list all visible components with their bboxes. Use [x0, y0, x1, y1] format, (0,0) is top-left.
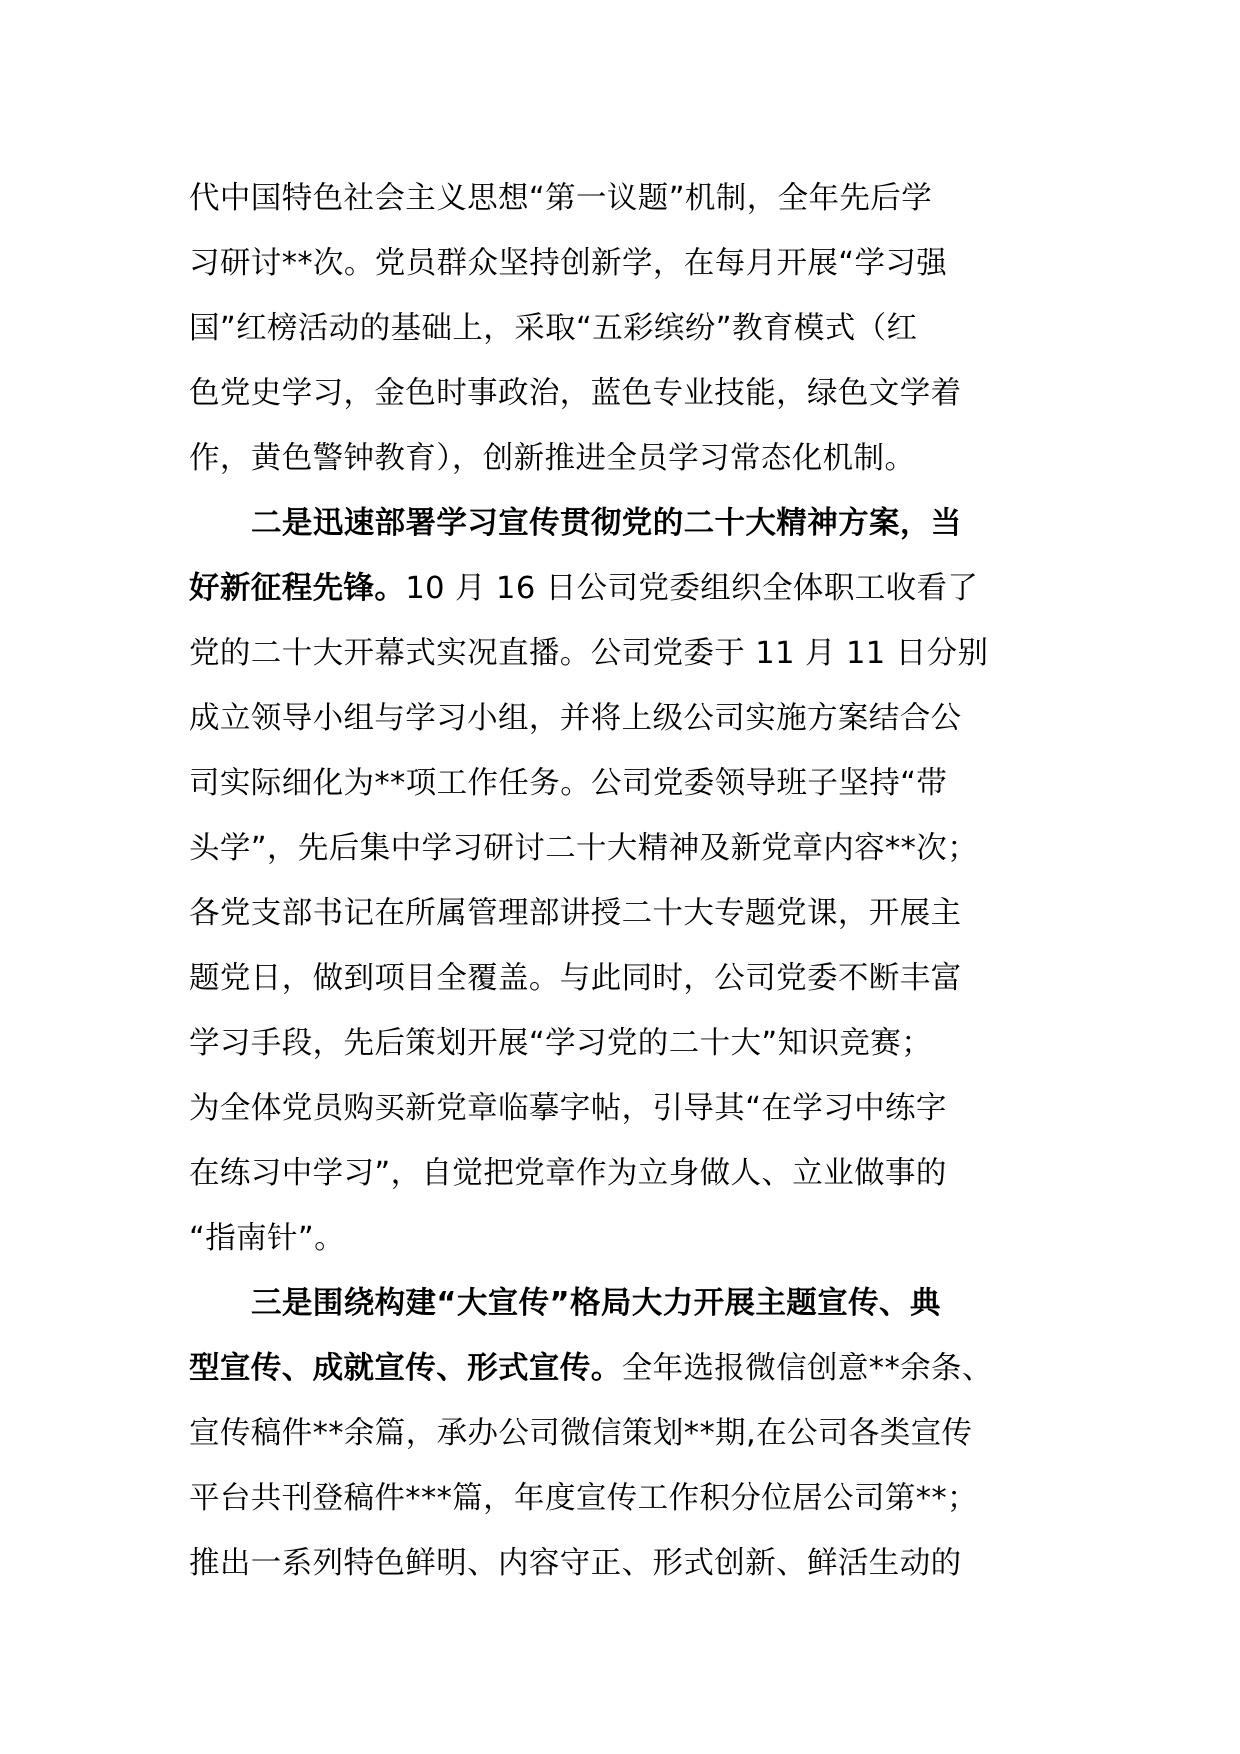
body-text: 平台共刊登稿件***篇，年度宣传工作积分位居公司第**；: [189, 1481, 978, 1516]
text-line: [189, 1531, 1089, 1596]
body-text: 各党支部书记在所属管理部讲授二十大专题党课，开展主: [189, 896, 962, 931]
body-text: 党的二十大开幕式实况直播。公司党委于 11 月 11 日分别: [189, 636, 989, 671]
body-text: 在练习中学习”，自觉把党章作为立身做人、立业做事的: [189, 1156, 947, 1191]
text-line: [189, 166, 1089, 231]
text-line: [189, 1011, 1089, 1076]
body-text: 推出一系列特色鲜明、内容守正、形式创新、鲜活生动的: [189, 1546, 962, 1581]
body-text: 宣传稿件**余篇，承办公司微信策划**期,在公司各类宣传: [189, 1416, 973, 1451]
text-line: [189, 556, 1089, 621]
text-line: [189, 881, 1089, 946]
text-line: [189, 1336, 1089, 1401]
bold-heading-text: 三是围绕构建“大宣传”格局大力开展主题宣传、典: [251, 1286, 941, 1321]
body-text: 习研讨**次。党员群众坚持创新学，在每月开展“学习强: [189, 246, 948, 281]
body-text: 代中国特色社会主义思想“第一议题”机制，全年先后学: [189, 181, 933, 216]
bold-heading-text: 型宣传、成就宣传、形式宣传。: [189, 1351, 622, 1386]
body-text: 为全体党员购买新党章临摹字帖，引导其“在学习中练字: [189, 1091, 947, 1126]
body-text: “指南针”。: [189, 1221, 346, 1256]
body-text: 色党史学习，金色时事政治，蓝色专业技能，绿色文学着: [189, 376, 962, 411]
text-line: [189, 426, 1089, 491]
body-text: 成立领导小组与学习小组，并将上级公司实施方案结合公: [189, 701, 962, 736]
text-line: [189, 946, 1089, 1011]
text-line: [189, 816, 1089, 881]
body-text: 题党日，做到项目全覆盖。与此同时，公司党委不断丰富: [189, 961, 962, 996]
text-line: [189, 1141, 1089, 1206]
text-line: [189, 296, 1089, 361]
text-line: [189, 1076, 1089, 1141]
body-text: 作，黄色警钟教育），创新推进全员学习常态化机制。: [189, 441, 916, 476]
bold-heading-text: 二是迅速部署学习宣传贯彻党的二十大精神方案，当: [251, 506, 962, 541]
text-line: [189, 1401, 1089, 1466]
body-text: 国”红榜活动的基础上，采取“五彩缤纷”教育模式（红: [189, 311, 918, 346]
text-line: [189, 751, 1089, 816]
text-line: [189, 361, 1089, 426]
body-text: 司实际细化为**项工作任务。公司党委领导班子坚持“带: [189, 766, 948, 801]
body-text: 全年选报微信创意**余条、: [621, 1351, 993, 1386]
body-text: 10 月 16 日公司党委组织全体职工收看了: [405, 571, 979, 606]
text-line: [189, 1206, 1089, 1271]
text-line: [189, 686, 1089, 751]
text-line: [189, 491, 1089, 556]
text-line: [189, 1271, 1089, 1336]
text-line: [189, 231, 1089, 296]
bold-heading-text: 好新征程先锋。: [189, 571, 406, 606]
document-body: [189, 166, 1089, 1596]
body-text: 学习手段，先后策划开展“学习党的二十大”知识竞赛；: [189, 1026, 933, 1061]
body-text: 头学”，先后集中学习研讨二十大精神及新党章内容**次；: [189, 831, 979, 866]
text-line: [189, 621, 1089, 686]
text-line: [189, 1466, 1089, 1531]
